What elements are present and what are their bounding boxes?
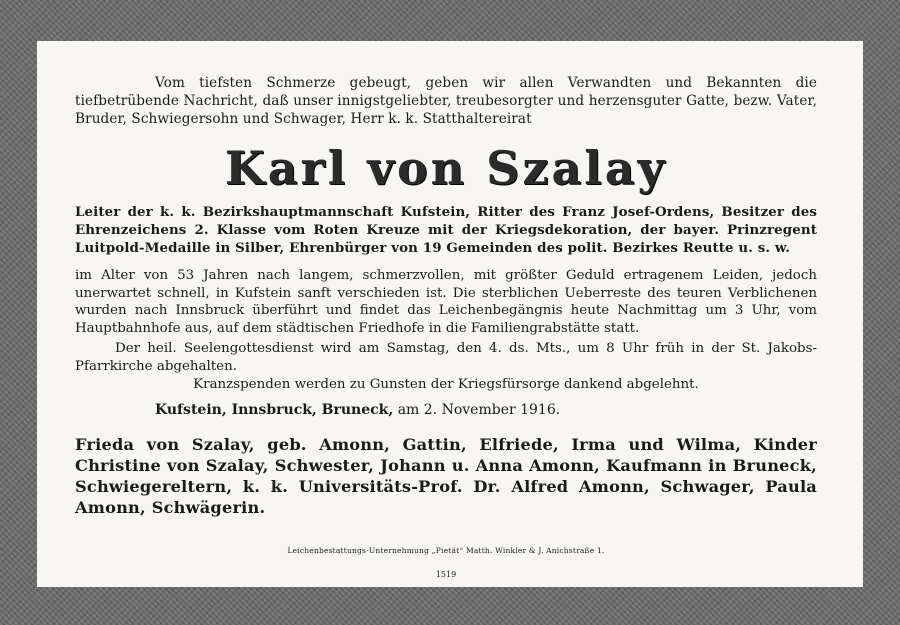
notice-paper [37,41,863,587]
places: Kufstein, Innsbruck, Bruneck, [155,402,394,418]
printer-line: Leichenbestattungs-Unternehmung „Pietät“ Matth. Winkler & J. Anichstraße 1. [287,546,605,555]
page-number: 1519 [435,570,457,579]
mass-paragraph: Der heil. Seelengottesdienst wird am Samstag, den 4. ds. Mts., um 8 Uhr früh in der St. Jakobs-Pfarrkirche abgehalten. [75,341,817,374]
intro-paragraph: Vom tiefsten Schmerze gebeugt, geben wir allen Verwandten und Bekannten die tiefbetrübende Nachricht, daß unser innigstgeliebter, treubesorgter und herzensguter Gatte, bezw. Vater, Bruder, Schwiegersohn und Schwager, Herr k. k. Statthaltereirat [75,75,817,127]
family-signatories: Frieda von Szalay, geb. Amonn, Gattin, Elfriede, Irma und Wilma, Kinder Christine von Szalay, Schwester, Johann u. Anna Amonn, Kaufmann in Bruneck, Schwiegereltern, k. k. Universitäts-Prof. Dr. Alfred Amonn, Schwager, Paula Amonn, Schwägerin. [75,435,817,517]
date: am 2. November 1916. [397,402,561,418]
titles-paragraph: Leiter der k. k. Bezirkshauptmannschaft Kufstein, Ritter des Franz Josef-Ordens, Besitzer des Ehrenzeichens 2. Klasse vom Roten Kreuze mit der Kriegsdekoration, der bayer. Prinzregent Luitpold-Medaille in Silber, Ehrenbürger von 19 Gemeinden des polit. Bezirkes Reutte u. s. w. [75,204,817,256]
wreath-paragraph: Kranzspenden werden zu Gunsten der Kriegsfürsorge dankend abgelehnt. [193,377,699,392]
deceased-name: Karl von Szalay [224,141,668,195]
death-details-paragraph: im Alter von 53 Jahren nach langem, schmerzvollen, mit größter Geduld ertragenem Leiden, jedoch unerwartet schnell, in Kufstein sanft verschieden ist. Die sterblichen Ueberreste des teuren Verblichenen wurden nach Innsbruck überführt und findet das Leichenbegängnis heute Nachmittag um 3 Uhr, vom Hauptbahnhofe aus, auf dem städtischen Friedhofe in die Familiengrabstätte statt. [75,268,817,336]
place-date-line [155,401,755,419]
